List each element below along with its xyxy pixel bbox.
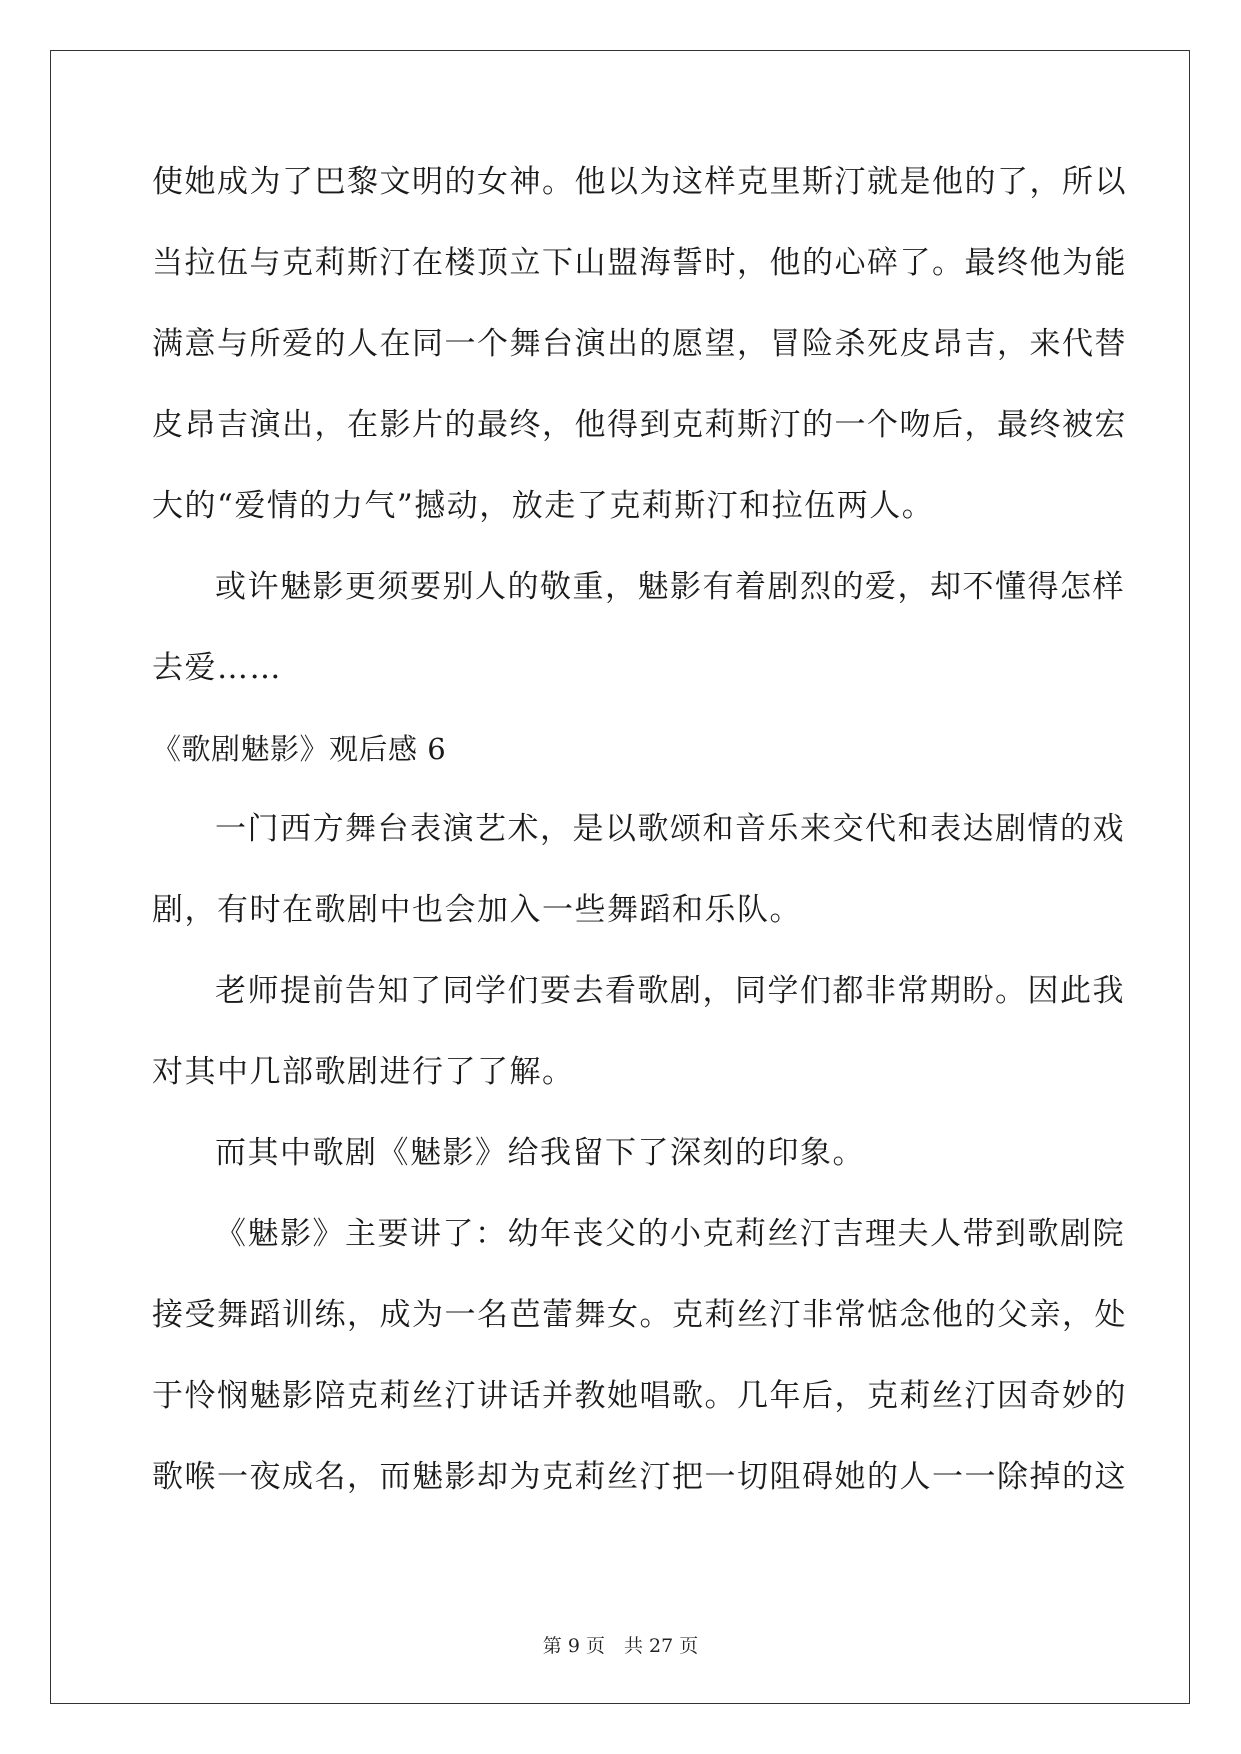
text-line: 去爱……: [152, 650, 282, 686]
section-heading: 《歌剧魅影》观后感 6: [152, 732, 447, 766]
text-line: 而其中歌剧《魅影》给我留下了深刻的印象。: [215, 1135, 865, 1171]
text-line: 剧，有时在歌剧中也会加入一些舞蹈和乐队。: [152, 892, 802, 928]
text-line: 歌喉一夜成名，而魅影却为克莉丝汀把一切阻碍她的人一一除掉的这: [152, 1459, 1127, 1495]
text-line: 《魅影》主要讲了：幼年丧父的小克莉丝汀吉理夫人带到歌剧院: [215, 1216, 1125, 1252]
text-line: 老师提前告知了同学们要去看歌剧，同学们都非常期盼。因此我: [215, 973, 1125, 1009]
document-body: [152, 162, 1127, 1538]
text-line: 对其中几部歌剧进行了了解。: [152, 1054, 575, 1090]
text-line: 大的“爱情的力气”撼动，放走了克莉斯汀和拉伍两人。: [152, 488, 935, 524]
text-line: 接受舞蹈训练，成为一名芭蕾舞女。克莉丝汀非常惦念他的父亲，处: [152, 1297, 1127, 1333]
page-number-footer: 第 9 页 共 27 页: [542, 1635, 699, 1657]
text-line: 于怜悯魅影陪克莉丝汀讲话并教她唱歌。几年后，克莉丝汀因奇妙的: [152, 1378, 1127, 1414]
text-line: 当拉伍与克莉斯汀在楼顶立下山盟海誓时，他的心碎了。最终他为能: [152, 245, 1127, 281]
text-line: 使她成为了巴黎文明的女神。他以为这样克里斯汀就是他的了，所以: [152, 164, 1127, 200]
text-line: 满意与所爱的人在同一个舞台演出的愿望，冒险杀死皮昂吉，来代替: [152, 326, 1127, 362]
text-line: 或许魅影更须要别人的敬重，魅影有着剧烈的爱，却不懂得怎样: [215, 569, 1125, 605]
text-line: 一门西方舞台表演艺术，是以歌颂和音乐来交代和表达剧情的戏: [215, 811, 1125, 847]
text-line: 皮昂吉演出，在影片的最终，他得到克莉斯汀的一个吻后，最终被宏: [152, 407, 1127, 443]
